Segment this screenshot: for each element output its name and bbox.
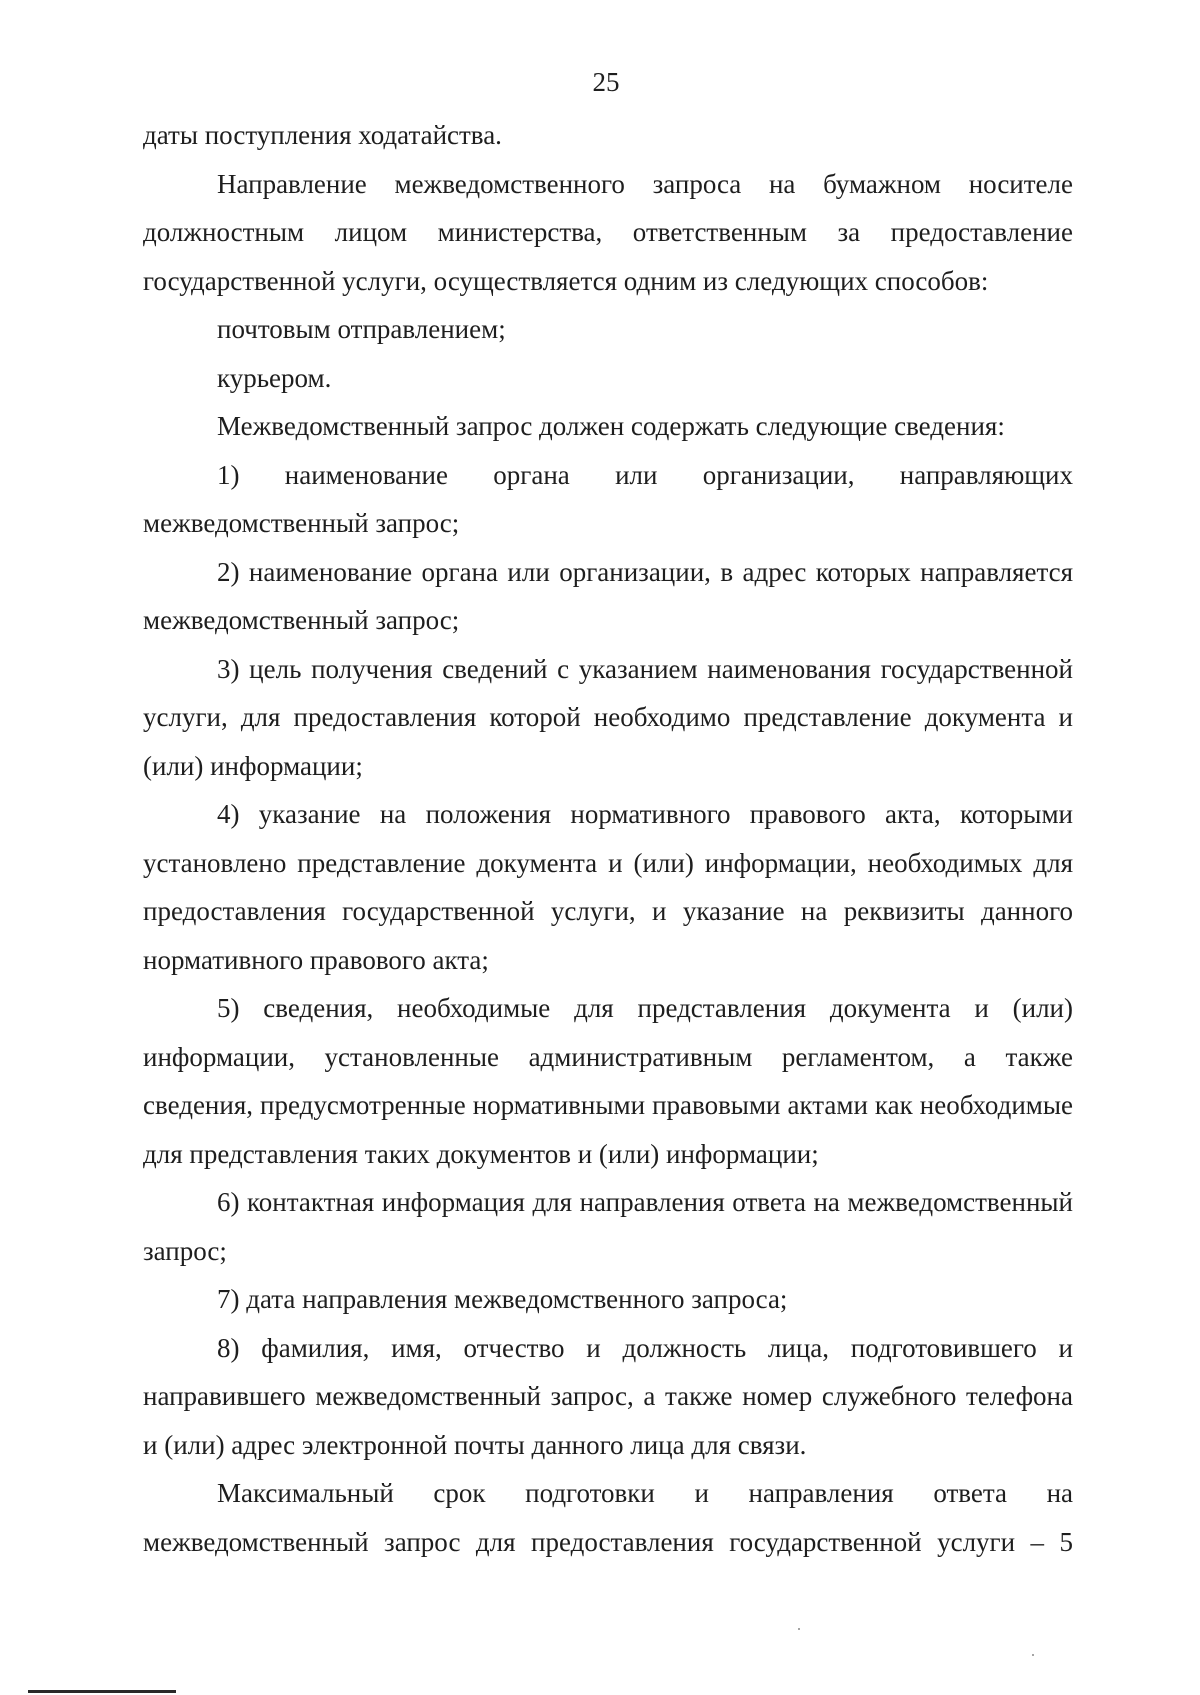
- scan-speck: [1032, 1654, 1034, 1656]
- scan-speck: [798, 1628, 800, 1630]
- list-item: 3) цель получения сведений с указанием наименования государственной услуги, для предоставления которой необходимо представление документа и (или) информации;: [143, 653, 1073, 781]
- list-item: 1) наименование органа или организации, направляющих межведомственный запрос;: [143, 459, 1073, 538]
- paragraph: Межведомственный запрос должен содержать следующие сведения:: [217, 411, 1005, 441]
- paragraph: даты поступления ходатайства.: [143, 120, 502, 150]
- list-item: почтовым отправлением;: [217, 314, 506, 344]
- scan-edge-line: [28, 1690, 176, 1693]
- document-body: [143, 111, 1073, 1566]
- list-item: 7) дата направления межведомственного запроса;: [217, 1284, 788, 1314]
- page-number: 25: [592, 67, 620, 97]
- list-item: 2) наименование органа или организации, в адрес которых направляется межведомственный запрос;: [143, 556, 1073, 635]
- paragraph: Направление межведомственного запроса на бумажном носителе должностным лицом министерства, ответственным за предоставление государственной услуги, осуществляется одним из следующих способов:: [143, 168, 1073, 296]
- list-item: 6) контактная информация для направления ответа на межведомственный запрос;: [143, 1187, 1073, 1266]
- list-item: 4) указание на положения нормативного правового акта, которыми установлено представление документа и (или) информации, необходимых для предоставления государственной услуги, и указание на реквизиты данного нормативного правового акта;: [143, 799, 1073, 975]
- paragraph: Максимальный срок подготовки и направления ответа на межведомственный запрос для предоставления государственной услуги – 5: [143, 1478, 1073, 1557]
- list-item: 5) сведения, необходимые для представления документа и (или) информации, установленные административным регламентом, а также сведения, предусмотренные нормативными правовыми актами как необходимые для представления таких документов и (или) информации;: [143, 993, 1073, 1169]
- list-item: 8) фамилия, имя, отчество и должность лица, подготовившего и направившего межведомственный запрос, а также номер служебного телефона и (или) адрес электронной почты данного лица для связи.: [143, 1332, 1073, 1460]
- list-item: курьером.: [217, 362, 332, 393]
